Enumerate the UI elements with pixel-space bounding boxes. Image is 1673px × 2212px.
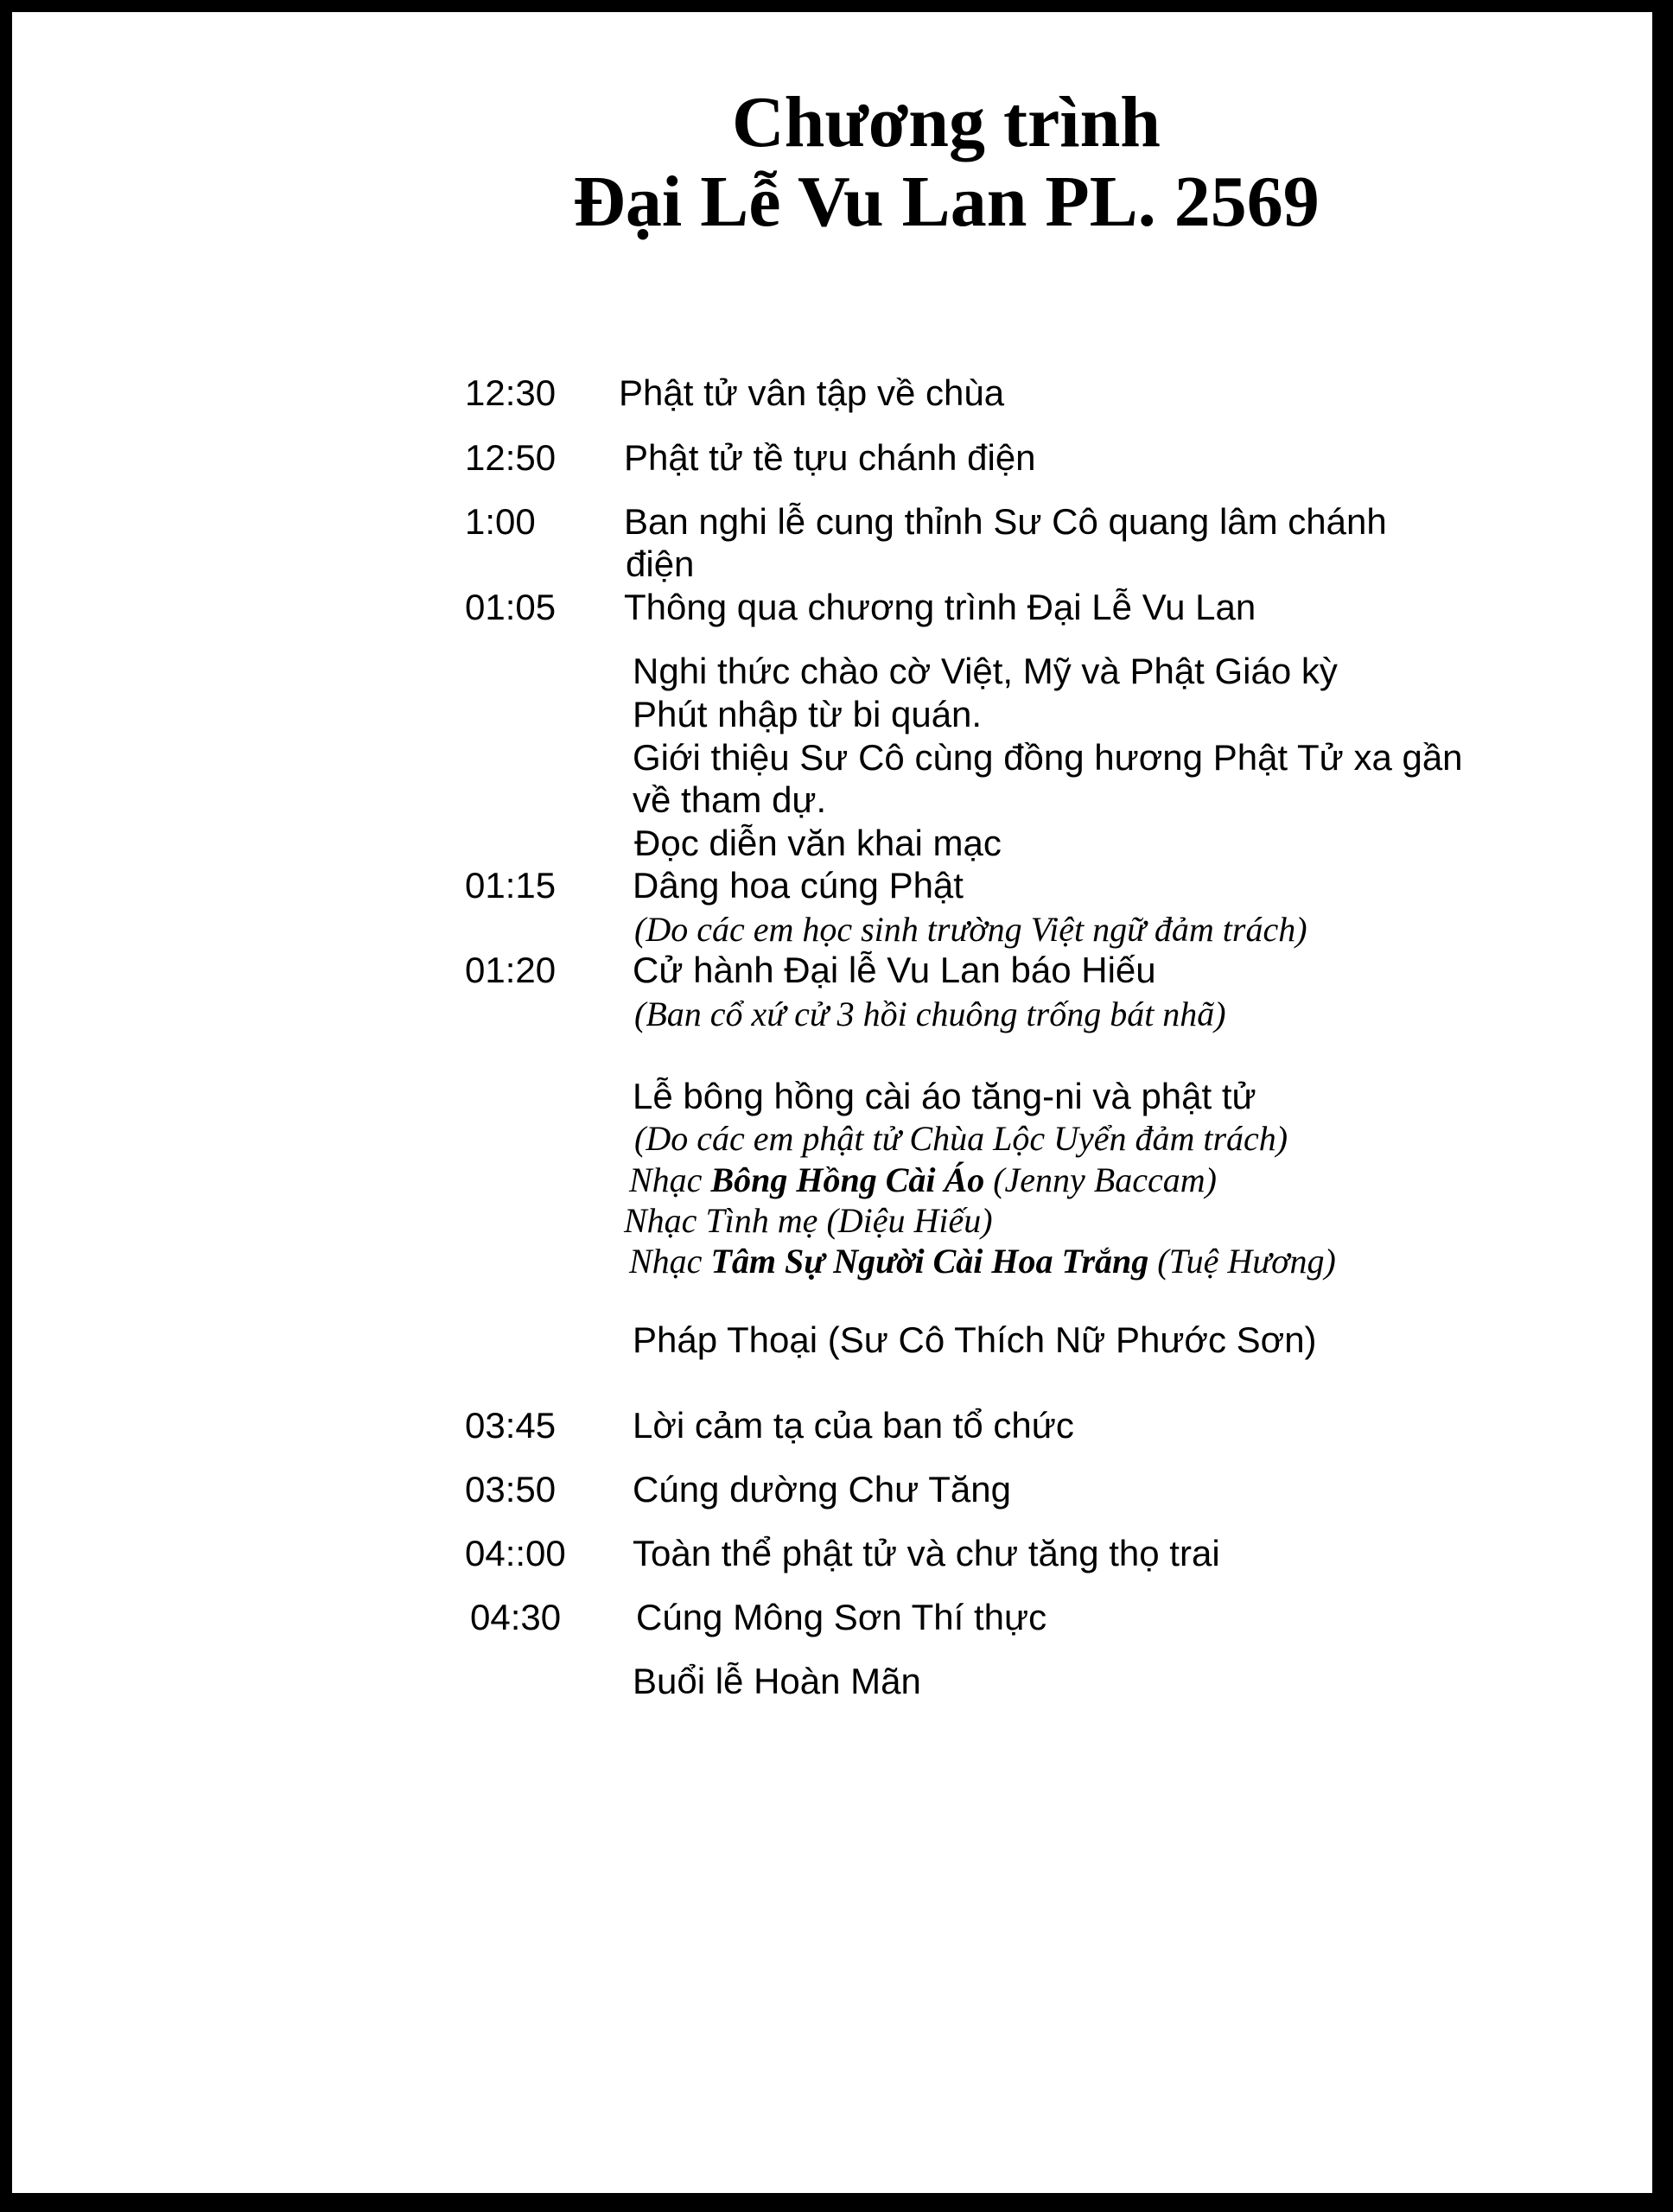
- schedule-note-0115: (Do các em học sinh trường Việt ngữ đảm trách): [634, 910, 1307, 949]
- schedule-time-0345: 03:45: [465, 1405, 557, 1446]
- rose-ceremony-note: (Do các em phật tử Chùa Lộc Uyển đảm trách): [634, 1119, 1288, 1158]
- schedule-desc-0345: Lời cảm tạ của ban tổ chức: [633, 1405, 1074, 1446]
- schedule-desc-0400: Toàn thể phật tử và chư tăng thọ trai: [633, 1533, 1220, 1573]
- opening-item-introduction: Giới thiệu Sư Cô cùng đồng hương Phật Tử xa gần: [633, 737, 1463, 778]
- song-item: Nhạc Tâm Sự Người Cài Hoa Trắng (Tuệ Hương): [629, 1242, 1336, 1281]
- schedule-desc-0430: Cúng Mông Sơn Thí thực: [636, 1597, 1047, 1637]
- schedule-desc-0350: Cúng dường Chư Tăng: [633, 1469, 1011, 1510]
- schedule-desc-0105: Thông qua chương trình Đại Lễ Vu Lan: [624, 587, 1256, 627]
- rose-ceremony-title: Lễ bông hồng cài áo tăng-ni và phật tử: [633, 1076, 1256, 1116]
- schedule-time-0115: 01:15: [465, 865, 557, 906]
- schedule-time-100: 1:00: [465, 501, 536, 542]
- opening-item-introduction-cont: về tham dự.: [633, 779, 827, 820]
- schedule-desc-100: Ban nghi lễ cung thỉnh Sư Cô quang lâm chánh: [624, 501, 1387, 542]
- title-line-2: Đại Lễ Vu Lan PL. 2569: [573, 162, 1320, 242]
- opening-item-speech: Đọc diễn văn khai mạc: [634, 823, 1002, 863]
- schedule-desc-0115: Dâng hoa cúng Phật: [633, 865, 964, 906]
- schedule-time-0430: 04:30: [470, 1597, 562, 1637]
- schedule-desc-100-cont: điện: [626, 543, 695, 584]
- schedule-time-0350: 03:50: [465, 1469, 557, 1510]
- closing-line: Buổi lễ Hoàn Mãn: [633, 1661, 921, 1701]
- schedule-time-0400: 04::00: [465, 1533, 566, 1573]
- opening-item-flag-ceremony: Nghi thức chào cờ Việt, Mỹ và Phật Giáo kỳ: [633, 651, 1338, 691]
- song-item: Nhạc Bông Hồng Cài Áo (Jenny Baccam): [629, 1160, 1217, 1199]
- schedule-time-0105: 01:05: [465, 587, 557, 627]
- song-item: Nhạc Tình mẹ (Diệu Hiếu): [624, 1201, 993, 1240]
- schedule-time-1230: 12:30: [465, 372, 557, 413]
- schedule-note-0120: (Ban cổ xứ cử 3 hồi chuông trống bát nhã): [634, 995, 1226, 1033]
- schedule-desc-1250: Phật tử tề tựu chánh điện: [624, 437, 1036, 478]
- schedule-time-1250: 12:50: [465, 437, 557, 478]
- opening-item-meditation: Phút nhập từ bi quán.: [633, 694, 983, 734]
- dharma-talk: Pháp Thoại (Sư Cô Thích Nữ Phước Sơn): [633, 1319, 1317, 1360]
- schedule-desc-0120: Cử hành Đại lễ Vu Lan báo Hiếu: [633, 950, 1156, 990]
- schedule-time-0120: 01:20: [465, 950, 557, 990]
- schedule-desc-1230: Phật tử vân tập về chùa: [619, 372, 1005, 413]
- title-line-1: Chương trình: [731, 82, 1161, 162]
